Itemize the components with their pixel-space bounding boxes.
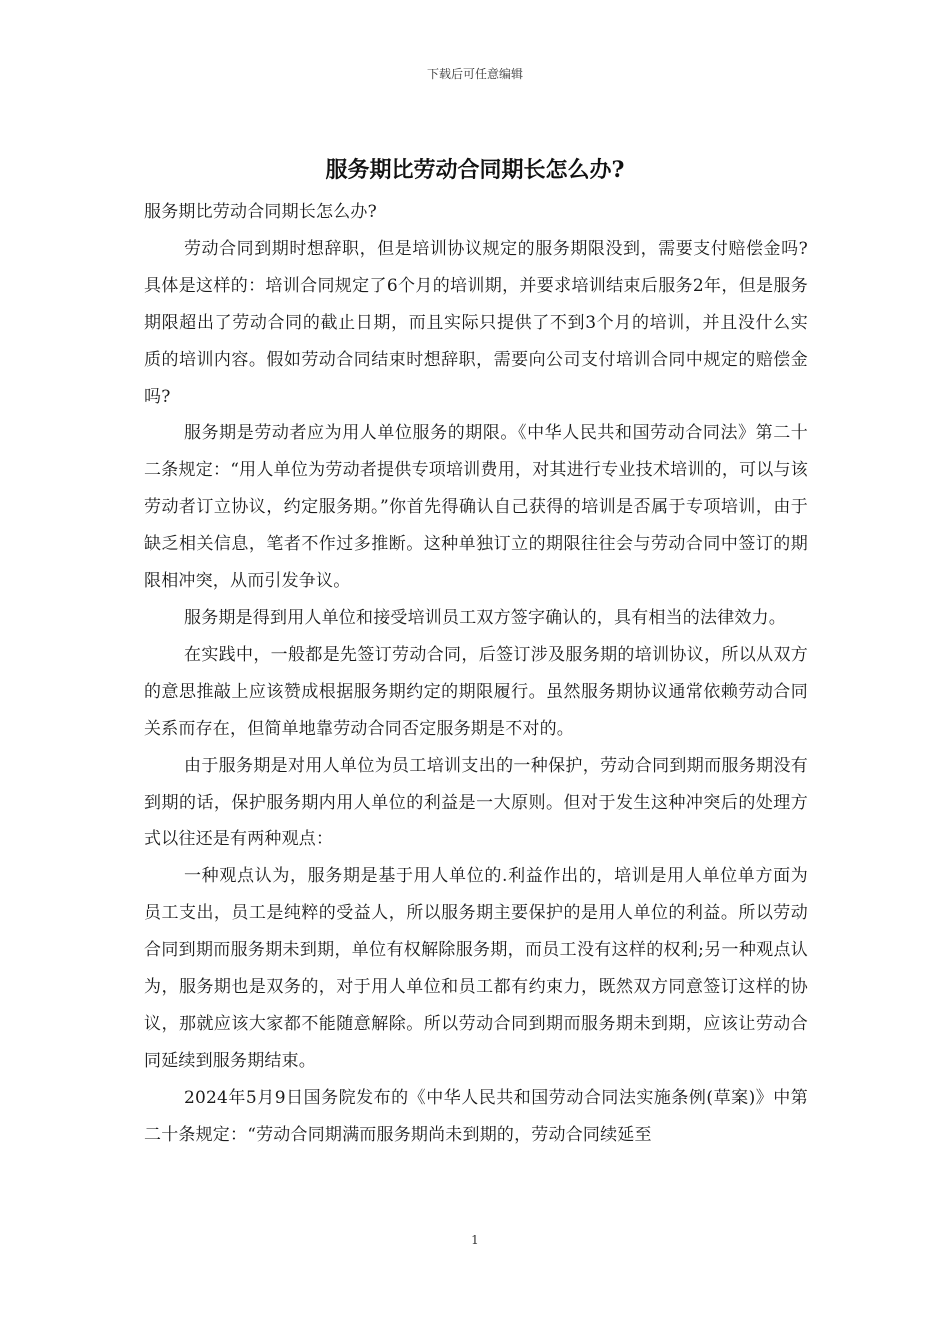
paragraph-subtitle: 服务期比劳动合同期长怎么办?	[144, 202, 377, 222]
page-number: 1	[471, 1233, 479, 1247]
paragraph: 服务期是得到用人单位和接受培训员工双方签字确认的，具有相当的法律效力。	[184, 607, 786, 628]
document-title: 服务期比劳动合同期长怎么办?	[325, 157, 625, 183]
paragraph: 一种观点认为，服务期是基于用人单位的.利益作出的，培训是用人单位单方面为员工支出，员工是纯粹的受益人，所以服务期主要保护的是用人单位的利益。所以劳动合同到期而服务期未到期，单位有权解除服务期，而员工没有这样的权利;另一种观点认为，服务期也是双务的，对于用人单位和员工都有约束力，既然双方同意签订这样的协议，那就应该大家都不能随意解除。所以劳动合同到期而服务期未到期，应该让劳动合同延续到服务期结束。	[144, 866, 808, 1071]
paragraph: 服务期是劳动者应为用人单位服务的期限。《中华人民共和国劳动合同法》第二十二条规定：“用人单位为劳动者提供专项培训费用，对其进行专业技术培训的，可以与该劳动者订立协议，约定服务期。”你首先得确认自己获得的培训是否属于专项培训，由于缺乏相关信息，笔者不作过多推断。这种单独订立的期限往往会与劳动合同中签订的期限相冲突，从而引发争议。	[144, 423, 808, 592]
paragraph: 劳动合同到期时想辞职，但是培训协议规定的服务期限没到，需要支付赔偿金吗?具体是这样的：培训合同规定了6个月的培训期，并要求培训结束后服务2年，但是服务期限超出了劳动合同的截止日期，而且实际只提供了不到3个月的培训，并且没什么实质的培训内容。假如劳动合同结束时想辞职，需要向公司支付培训合同中规定的赔偿金吗?	[144, 238, 808, 407]
page-header-note: 下载后可任意编辑	[426, 67, 523, 81]
paragraph: 在实践中，一般都是先签订劳动合同，后签订涉及服务期的培训协议，所以从双方的意思推敲上应该赞成根据服务期约定的期限履行。虽然服务期协议通常依赖劳动合同关系而存在，但简单地靠劳动合同否定服务期是不对的。	[144, 644, 808, 739]
paragraph: 由于服务期是对用人单位为员工培训支出的一种保护，劳动合同到期而服务期没有到期的话，保护服务期内用人单位的利益是一大原则。但对于发生这种冲突后的处理方式以往还是有两种观点：	[144, 755, 808, 850]
paragraph: 2024年5月9日国务院发布的《中华人民共和国劳动合同法实施条例(草案)》中第二十条规定：“劳动合同期满而服务期尚未到期的，劳动合同续延至	[144, 1087, 808, 1145]
document-body	[144, 194, 808, 1154]
